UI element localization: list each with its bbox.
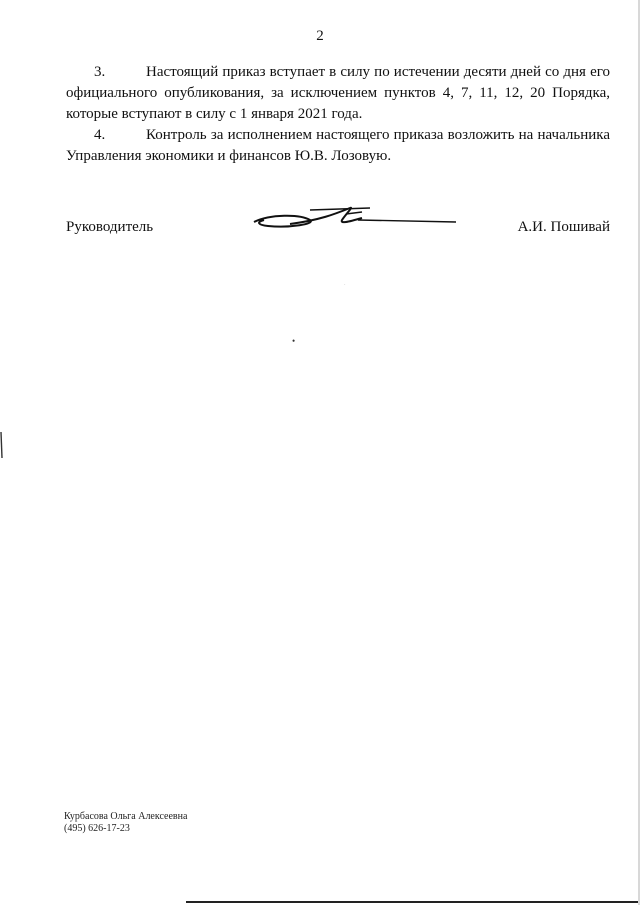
scan-speck: · [344, 283, 346, 288]
paragraph-text: Настоящий приказ вступает в силу по истечении десяти дней со дня его официального опубликования, за исключением пунктов 4, 7, 11, 12, 20 Порядка, которые вступают в силу с 1 января 2021 года. [66, 64, 610, 122]
signatory-title: Руководитель [66, 219, 154, 235]
paragraph-4 [66, 125, 610, 167]
handwritten-signature [250, 200, 460, 236]
paragraph-3 [66, 62, 610, 125]
paragraph-number: 3. [94, 64, 106, 80]
signatory-name: А.И. Пошивай [517, 219, 610, 235]
paragraph-text: Контроль за исполнением настоящего приказа возложить на начальника Управления экономики и финансов Ю.В. Лозовую. [66, 127, 610, 164]
scan-edge-mark [0, 432, 3, 458]
scan-speck: • [292, 336, 296, 346]
page-number: 2 [316, 28, 324, 44]
executor-info [64, 811, 187, 835]
paragraph-number: 4. [94, 127, 106, 143]
executor-name: Курбасова Ольга Алексеевна [64, 811, 188, 822]
executor-phone: (495) 626-17-23 [64, 823, 130, 834]
scan-bottom-border [186, 901, 640, 903]
